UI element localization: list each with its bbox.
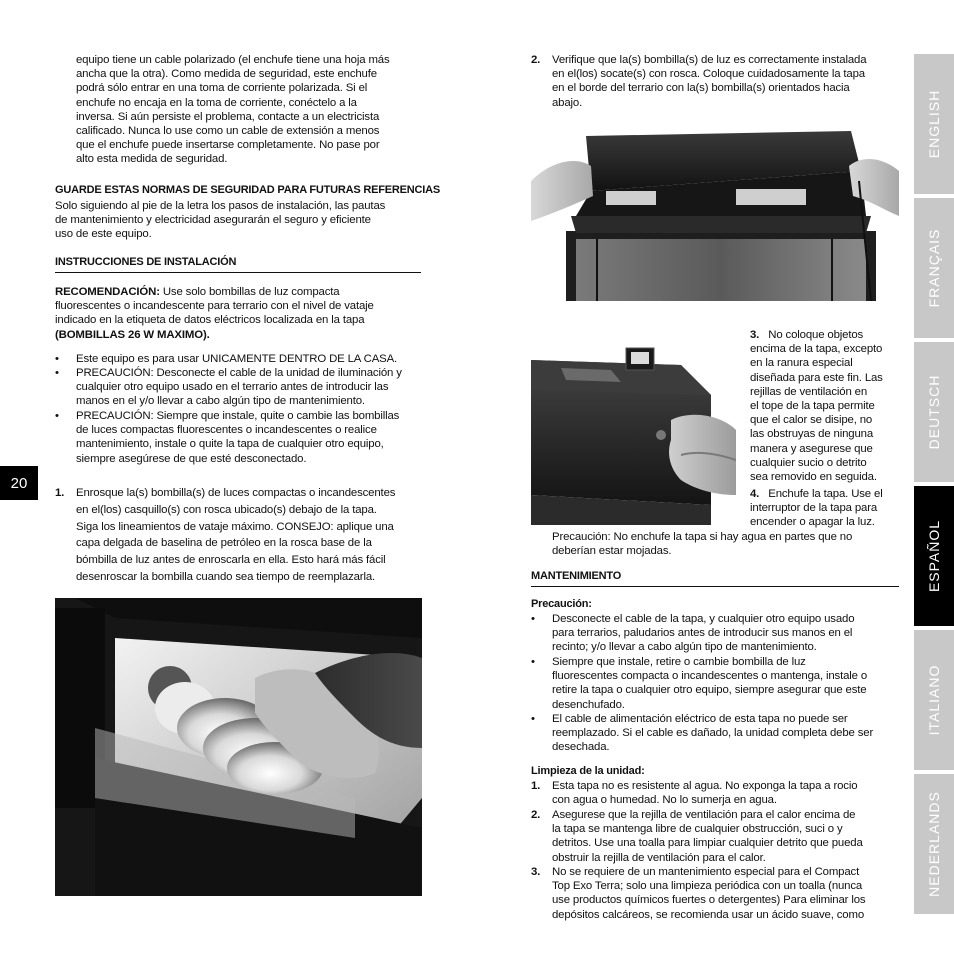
maintenance-bullet: • Desconecte el cable de la tapa, y cualquier otro equipo usado para terrarios, paludarios antes de introducir sus manos en el recinto; y/o llevar a cabo algún tipo de mantenimiento. (531, 613, 855, 654)
lid-photo-drawing (531, 121, 899, 301)
save-paragraph: Solo siguiendo al pie de la letra los pasos de instalación, las pautas de mantenimiento y electricidad asegurarán el seguro y eficiente uso de este equipo. (55, 200, 386, 241)
lid-switch-photo (531, 320, 736, 525)
intro-paragraph: equipo tiene un cable polarizado (el enchufe tiene una hoja más ancha que la otra). Como medida de seguridad, este enchufe podrá sólo entrar en una toma de corriente polarizada. Si el enchufe no encaja en la toma de corriente, conéctelo a la inversa. Si aún persiste el problema, contacte a un electricista calificado. Nunca lo use como un cable de extensión a menos que el enchufe puede insertarse completamente. No pase por alto esta medida de seguridad. (76, 54, 390, 166)
switch-photo-drawing (531, 320, 736, 525)
safety-bullet: • PRECAUCIÓN: Siempre que instale, quite o cambie las bombillas de luces compactas fluorescentes o incandescentes o realice mantenimiento, instale o quite la tapa de cualquier otro equipo, siempre asegúrese de que esté desconectado. (55, 410, 400, 465)
plug-caution: Precaución: No enchufe la tapa si hay agua en partes que no deberían estar mojadas. (552, 531, 853, 558)
safety-bullet: • Este equipo es para usar UNICAMENTE DENTRO DE LA CASA. (55, 353, 398, 365)
step-3: 3. No coloque objetos encima de la tapa, excepto en la ranura especial diseñada para este fin. Las rejillas de ventilación en el tope de la tapa permite que el calor se disipe, no las obstruyas de ninguna manera y asegurese que cualquier sucio o detrito sea removido en seguida. (750, 329, 883, 484)
bulb-photo-drawing (55, 598, 422, 896)
tab-italiano[interactable]: ITALIANO (914, 630, 954, 770)
save-heading: GUARDE ESTAS NORMAS DE SEGURIDAD PARA FUTURAS REFERENCIAS (55, 184, 441, 196)
maintenance-bullet: • Siempre que instale, retire o cambie bombilla de luz fluorescentes compacta o incandescentes o mantenga, instale o retire la tapa o cualquier otro equipo, siempre asegurar que este desenchufado. (531, 656, 868, 711)
cleaning-step: 1. Esta tapa no es resistente al agua. No exponga la tapa a rocio con agua o humedad. No lo sumerja en agua. (531, 780, 858, 807)
cleaning-label: Limpieza de la unidad: (531, 765, 645, 777)
cleaning-step: 2. Asegurese que la rejilla de ventilación para el calor encima de la tapa se mantenga libre de cualquier obstrucción, suci o y detritos. Use una toalla para limpiar cualquier detrito que pueda obstruir la rejilla de ventilación para el calor. (531, 809, 863, 864)
maintenance-heading-rule (531, 586, 899, 587)
tab-deutsch[interactable]: DEUTSCH (914, 342, 954, 482)
bulb-installation-photo (55, 598, 422, 896)
tab-francais[interactable]: FRANÇAIS (914, 198, 954, 338)
maintenance-bullet: • El cable de alimentación eléctrico de esta tapa no puede ser reemplazado. Si el cable es dañado, la unidad completa debe ser desechada. (531, 713, 874, 754)
tab-espanol[interactable]: ESPAÑOL (914, 486, 954, 626)
tab-english[interactable]: ENGLISH (914, 54, 954, 194)
precaution-label: Precaución: (531, 598, 592, 610)
step-4: 4. Enchufe la tapa. Use el interruptor de la tapa para encender o apagar la luz. (750, 488, 883, 529)
install-heading: INSTRUCCIONES DE INSTALACIÓN (55, 256, 237, 268)
tab-nederlands[interactable]: NEDERLANDS (914, 774, 954, 914)
install-heading-rule (55, 272, 421, 273)
page-number: 20 (0, 466, 38, 500)
cleaning-step: 3. No se requiere de un mantenimiento especial para el Compact Top Exo Terra; solo una limpieza periódica con un toalla (nunca use productos químicos fuertes o detergentes) Para eliminar los depósitos calcáreos, se recomienda usar un ácido suave, como (531, 866, 866, 921)
maintenance-heading: MANTENIMIENTO (531, 570, 622, 582)
lid-placement-photo (531, 121, 899, 301)
safety-bullet: • PRECAUCIÓN: Desconecte el cable de la unidad de iluminación y cualquier otro equipo usado en el terrario antes de introducir las manos en el y/o llevar a cabo algún tipo de mantenimiento. (55, 367, 402, 408)
step-1: 1. Enrosque la(s) bombilla(s) de luces compactas o incandescentes en el(los) casquillo(s) con rosca ubicado(s) debajo de la tapa. Siga los lineamientos de vataje máximo. CONSEJO: aplique una capa delgada de baselina de petróleo en la rosca base de la bómbilla de luz antes de enroscarla en ella. Esto hará más fácil desenroscar la bombilla cuando sea tiempo de reemplazarla. (55, 487, 396, 583)
step-2: 2. Verifique que la(s) bombilla(s) de luz es correctamente instalada en el(los) socate(s) con rosca. Coloque cuidadosamente la tapa en el borde del terrario con la(s) bombilla(s) orientados hacia abajo. (531, 54, 867, 109)
recommendation-paragraph: RECOMENDACIÓN: Use solo bombillas de luz compacta fluorescentes o incandescente para terrario con el nivel de vataje indicado en la etiqueta de datos eléctricos localizada en la tapa (BOMBILLAS 26 W MAXIMO). (55, 286, 374, 341)
